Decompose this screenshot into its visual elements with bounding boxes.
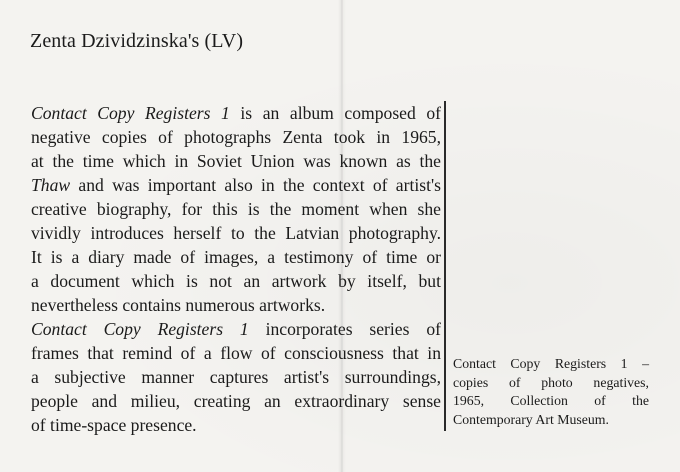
caption-line: copies of photo negatives, <box>453 374 649 390</box>
caption-line: Contact Copy Registers 1 – <box>453 356 649 371</box>
italic-title-text: Thaw <box>31 175 71 195</box>
text-line <box>31 269 441 293</box>
text-line <box>31 173 441 197</box>
text-run: frames that remind of a flow of consciousness that in <box>31 343 441 363</box>
text-line <box>31 317 441 341</box>
caption-line: 1965, Collection of the <box>453 393 649 408</box>
text-run: creative biography, for this is the moment when she <box>31 199 441 219</box>
page-title: Zenta Dzividzinska's (LV) <box>30 30 244 52</box>
text-run: nevertheless contains numerous artworks. <box>31 295 326 315</box>
text-line <box>31 341 441 365</box>
text-line <box>31 149 441 173</box>
main-text <box>31 101 441 437</box>
text-line <box>31 245 441 269</box>
text-line <box>31 197 441 221</box>
text-run: of time-space presence. <box>31 415 197 435</box>
caption-line: Contemporary Art Museum. <box>453 411 609 427</box>
text-line <box>31 389 441 413</box>
text-run: a document which is not an artwork by itself, but <box>31 271 441 291</box>
text-run: a subjective manner captures artist's surroundings, <box>31 367 441 387</box>
italic-title-text: Contact Copy Registers 1 <box>31 103 230 123</box>
paragraph-1 <box>31 101 441 317</box>
italic-title-text: Contact Copy Registers 1 <box>31 319 249 339</box>
text-line <box>31 221 441 245</box>
text-line <box>31 101 441 125</box>
image-caption <box>453 355 649 429</box>
text-line <box>31 125 441 149</box>
text-line <box>31 413 441 437</box>
text-run: vividly introduces herself to the Latvian photography. <box>31 223 441 243</box>
vertical-rule <box>444 101 446 431</box>
text-run: It is a diary made of images, a testimony of time or <box>31 247 441 267</box>
text-run: and was important also in the context of artist's <box>70 175 441 195</box>
text-run: people and milieu, creating an extraordinary sense <box>31 391 441 411</box>
text-line <box>31 365 441 389</box>
text-run: is an album composed of <box>229 103 441 123</box>
text-run: at the time which in Soviet Union was known as the <box>31 151 441 171</box>
paragraph-2 <box>31 317 441 437</box>
text-run: incorporates series of <box>248 319 441 339</box>
text-run: negative copies of photographs Zenta took in 1965, <box>31 127 441 147</box>
text-line <box>31 293 441 317</box>
